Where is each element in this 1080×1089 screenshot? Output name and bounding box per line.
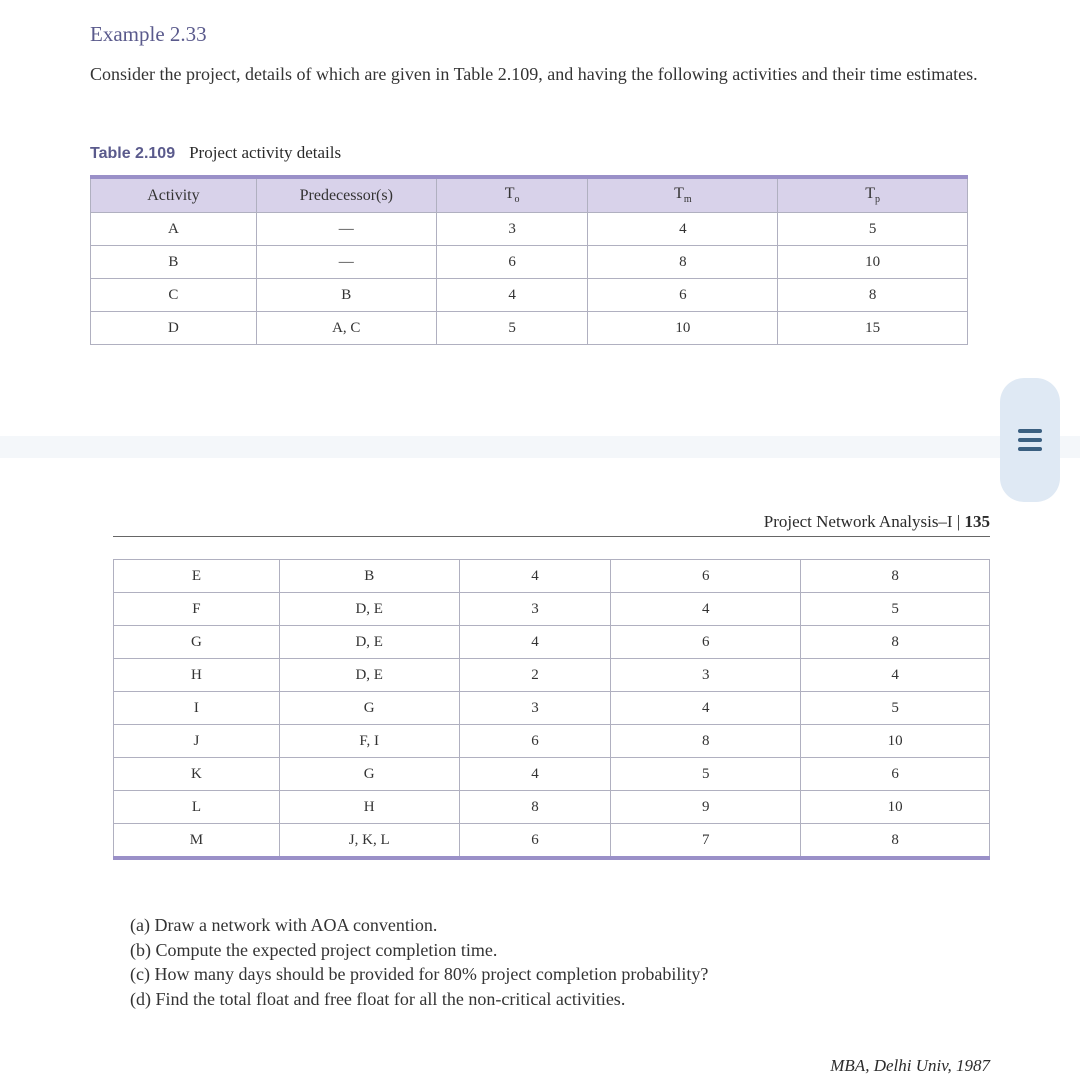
- cell-activity: J: [114, 725, 280, 758]
- example-title: Example 2.33: [90, 22, 207, 46]
- cell-tm: 6: [611, 626, 801, 659]
- cell-predecessors: B: [256, 279, 436, 312]
- cell-predecessors: B: [279, 560, 459, 593]
- header-tm-main: T: [674, 185, 684, 203]
- table-row: [114, 593, 990, 626]
- cell-tp: 15: [778, 312, 968, 345]
- table-row: [114, 791, 990, 824]
- activity-table-part1: [90, 175, 968, 345]
- cell-to: 3: [459, 593, 611, 626]
- cell-to: 4: [459, 626, 611, 659]
- cell-predecessors: G: [279, 758, 459, 791]
- intro-text: Consider the project, details of which are given in Table 2.109, and having the following activities and their time estimates.: [90, 64, 978, 84]
- cell-tp: 6: [801, 758, 990, 791]
- cell-activity: A: [91, 213, 257, 246]
- question-item: (d) Find the total float and free float for all the non-critical activities.: [130, 988, 626, 1009]
- cell-predecessors: F, I: [279, 725, 459, 758]
- cell-activity: D: [91, 312, 257, 345]
- table-number: Table 2.109: [90, 145, 176, 162]
- running-head-separator: |: [956, 512, 961, 531]
- cell-to: 4: [459, 560, 611, 593]
- cell-predecessors: J, K, L: [279, 824, 459, 859]
- cell-to: 3: [459, 692, 611, 725]
- cell-tp: 10: [801, 725, 990, 758]
- cell-activity: L: [114, 791, 280, 824]
- source-citation: MBA, Delhi Univ, 1987: [830, 1056, 990, 1075]
- cell-tm: 6: [611, 560, 801, 593]
- table-row: [91, 312, 968, 345]
- cell-activity: B: [91, 246, 257, 279]
- cell-activity: G: [114, 626, 280, 659]
- table-row: [114, 725, 990, 758]
- cell-predecessors: D, E: [279, 626, 459, 659]
- cell-tm: 4: [611, 692, 801, 725]
- table-caption-text: Project activity details: [189, 143, 342, 162]
- running-head: [113, 512, 990, 537]
- header-to-sub: o: [514, 194, 520, 206]
- cell-tp: 8: [801, 560, 990, 593]
- table-row: [114, 824, 990, 859]
- table-row: [91, 279, 968, 312]
- question-list: [130, 913, 708, 1011]
- cell-activity: E: [114, 560, 280, 593]
- table-row: [114, 626, 990, 659]
- question-item: (c) How many days should be provided for 80% project completion probability?: [130, 964, 709, 984]
- cell-activity: M: [114, 824, 280, 859]
- table-row: [114, 758, 990, 791]
- cell-predecessors: D, E: [279, 593, 459, 626]
- cell-tp: 5: [801, 593, 990, 626]
- table-row: [91, 213, 968, 246]
- cell-tp: 8: [801, 824, 990, 859]
- question-item: (a) Draw a network with AOA convention.: [130, 915, 438, 935]
- header-tp-main: T: [865, 185, 875, 203]
- table-row: [114, 692, 990, 725]
- header-tp-sub: p: [875, 194, 880, 206]
- header-to-main: T: [504, 185, 515, 203]
- header-to: [436, 177, 588, 213]
- cell-to: 4: [436, 279, 588, 312]
- cell-to: 6: [459, 824, 611, 859]
- cell-tp: 10: [801, 791, 990, 824]
- cell-predecessors: H: [279, 791, 459, 824]
- cell-tm: 8: [611, 725, 801, 758]
- cell-tm: 6: [588, 279, 778, 312]
- table-row: [114, 560, 990, 593]
- header-tp: [778, 177, 968, 213]
- header-activity: Activity: [91, 177, 257, 213]
- cell-tm: 10: [588, 312, 778, 345]
- table-header-row: [91, 177, 968, 213]
- cell-to: 4: [459, 758, 611, 791]
- cell-to: 5: [436, 312, 588, 345]
- cell-activity: C: [91, 279, 257, 312]
- cell-predecessors: D, E: [279, 659, 459, 692]
- menu-button[interactable]: [1000, 378, 1060, 502]
- cell-tm: 9: [611, 791, 801, 824]
- cell-tm: 5: [611, 758, 801, 791]
- cell-tm: 3: [611, 659, 801, 692]
- table-row: [114, 659, 990, 692]
- cell-tp: 10: [778, 246, 968, 279]
- page-number: 135: [964, 512, 990, 531]
- cell-tp: 8: [778, 279, 968, 312]
- cell-to: 6: [436, 246, 588, 279]
- cell-predecessors: G: [279, 692, 459, 725]
- cell-activity: I: [114, 692, 280, 725]
- header-tm: [588, 177, 778, 213]
- cell-tp: 8: [801, 626, 990, 659]
- page-break-band: [0, 436, 1080, 458]
- cell-activity: K: [114, 758, 280, 791]
- cell-to: 3: [436, 213, 588, 246]
- header-predecessors: Predecessor(s): [256, 177, 436, 213]
- cell-predecessors: —: [256, 213, 436, 246]
- cell-tp: 5: [778, 213, 968, 246]
- cell-tm: 4: [588, 213, 778, 246]
- header-tm-sub: m: [683, 194, 692, 206]
- hamburger-menu-icon: [1018, 424, 1042, 456]
- cell-predecessors: A, C: [256, 312, 436, 345]
- cell-tm: 7: [611, 824, 801, 859]
- table-caption: [90, 143, 341, 163]
- cell-to: 6: [459, 725, 611, 758]
- table-row: [91, 246, 968, 279]
- cell-activity: H: [114, 659, 280, 692]
- cell-tm: 4: [611, 593, 801, 626]
- cell-to: 8: [459, 791, 611, 824]
- activity-table-part2: [113, 559, 990, 860]
- question-item: (b) Compute the expected project completion time.: [130, 939, 498, 960]
- cell-tp: 5: [801, 692, 990, 725]
- running-head-title: Project Network Analysis–I: [763, 512, 953, 531]
- cell-predecessors: —: [256, 246, 436, 279]
- cell-to: 2: [459, 659, 611, 692]
- cell-tp: 4: [801, 659, 990, 692]
- cell-tm: 8: [588, 246, 778, 279]
- cell-activity: F: [114, 593, 280, 626]
